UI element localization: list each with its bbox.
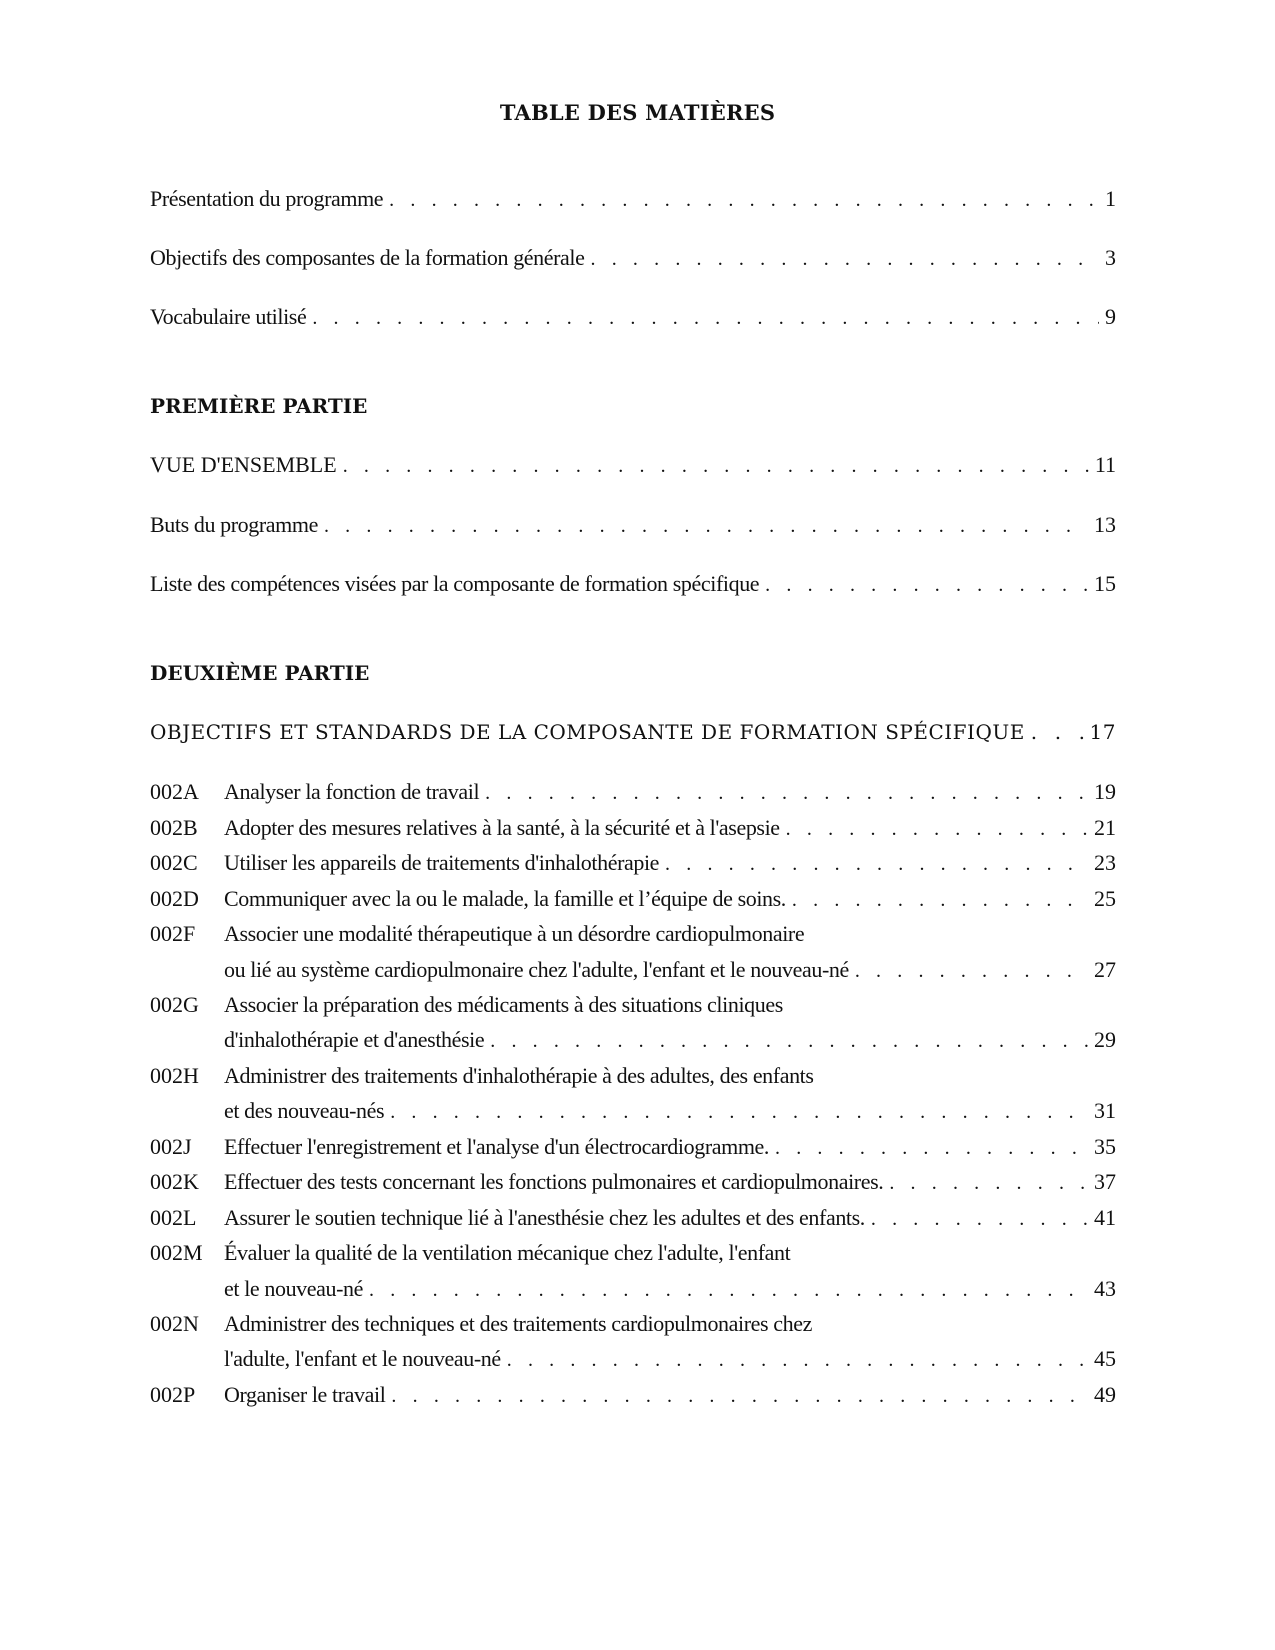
competency-title: Évaluer la qualité de la ventilation mécanique chez l'adulte, l'enfant	[224, 1240, 791, 1265]
dot-leader	[485, 782, 1088, 805]
dot-leader	[765, 574, 1088, 597]
competency-title-continued: l'adulte, l'enfant et le nouveau-né	[224, 1346, 501, 1371]
toc-page-number: 37	[1094, 1169, 1116, 1194]
toc-entry-liste-competences[interactable]	[150, 571, 1116, 601]
part1-heading: PREMIÈRE PARTIE	[150, 394, 368, 418]
toc-competency-002G-line2[interactable]	[224, 1027, 1116, 1057]
toc-entry-text: Liste des compétences visées par la composante de formation spécifique	[150, 571, 760, 596]
competency-title-continued	[224, 1276, 363, 1302]
dot-leader	[855, 960, 1088, 983]
dot-leader	[792, 889, 1088, 912]
toc-competency-002K[interactable]	[150, 1169, 1116, 1199]
competency-code: 002A	[150, 779, 199, 804]
toc-competency-002D[interactable]	[150, 886, 1116, 916]
toc-competency-002F-line1[interactable]	[150, 921, 1116, 951]
toc-entry-objectifs-standards[interactable]	[150, 720, 1116, 750]
toc-entry-objectifs-generale[interactable]	[150, 245, 1116, 275]
toc-page-number: 1	[1105, 186, 1116, 211]
competency-title: Administrer des techniques et des traitements cardiopulmonaires chez	[224, 1311, 812, 1336]
toc-competency-002M-line2[interactable]	[224, 1276, 1116, 1306]
dot-leader	[391, 1385, 1088, 1408]
competency-code: 002H	[150, 1063, 199, 1088]
competency-code: 002F	[150, 921, 196, 946]
toc-page-number: 13	[1094, 512, 1116, 537]
toc-page-number: 11	[1094, 452, 1116, 477]
toc-competency-002P[interactable]	[150, 1382, 1116, 1412]
toc-page-number: 3	[1105, 245, 1116, 270]
dot-leader	[889, 1172, 1088, 1195]
competency-code: 002C	[150, 850, 198, 875]
competency-code: 002L	[150, 1205, 197, 1230]
toc-entry-text: Buts du programme	[150, 512, 318, 537]
toc-page-number: 19	[1094, 779, 1116, 804]
dot-leader	[490, 1030, 1088, 1053]
toc-page-number: 9	[1105, 304, 1116, 329]
toc-page-number: 27	[1094, 957, 1116, 982]
toc-page-number: 29	[1094, 1027, 1116, 1052]
competency-title-continued: et des nouveau-nés	[224, 1098, 385, 1123]
competency-code: 002N	[150, 1311, 199, 1336]
toc-competency-002J[interactable]	[150, 1134, 1116, 1164]
toc-page-number: 23	[1094, 850, 1116, 875]
dot-leader	[369, 1279, 1088, 1302]
toc-competency-002H-line2[interactable]	[224, 1098, 1116, 1128]
competency-title-continued: d'inhalothérapie et d'anesthésie	[224, 1027, 485, 1052]
competency-code: 002P	[150, 1382, 196, 1407]
dot-leader	[389, 189, 1099, 212]
competency-title-continued: ou lié au système cardiopulmonaire chez l'adulte, l'enfant et le nouveau-né	[224, 957, 849, 982]
toc-page-number: 49	[1094, 1382, 1116, 1407]
toc-entry-vue-ensemble[interactable]	[150, 452, 1116, 482]
toc-entry-text: OBJECTIFS ET STANDARDS DE LA COMPOSANTE DE FORMATION SPÉCIFIQUE	[150, 720, 1025, 744]
page-title: TABLE DES MATIÈRES	[499, 100, 776, 125]
competency-title-rest: le nouveau-né	[244, 1276, 363, 1301]
competency-code: 002J	[150, 1134, 192, 1159]
toc-page-number: 35	[1094, 1134, 1116, 1159]
toc-page-number: 17	[1089, 720, 1116, 744]
dot-leader	[786, 818, 1088, 841]
toc-entry-text: Présentation du programme	[150, 186, 384, 211]
competency-title: Analyser la fonction de travail	[224, 779, 480, 804]
toc-entry-text: Objectifs des composantes de la formation générale	[150, 245, 585, 270]
dot-leader	[775, 1137, 1088, 1160]
competency-code: 002M	[150, 1240, 203, 1265]
toc-competency-002H-line1[interactable]	[150, 1063, 1116, 1093]
toc-page-number: 31	[1094, 1098, 1116, 1123]
toc-competency-002A[interactable]	[150, 779, 1116, 809]
toc-competency-002G-line1[interactable]	[150, 992, 1116, 1022]
toc-entry-vocabulaire[interactable]	[150, 304, 1116, 334]
part2-heading: DEUXIÈME PARTIE	[150, 661, 370, 685]
competency-title: Effectuer des tests concernant les fonctions pulmonaires et cardiopulmonaires.	[224, 1169, 884, 1194]
toc-page-number: 15	[1094, 571, 1116, 596]
competency-title: Assurer le soutien technique lié à l'anesthésie chez les adultes et des enfants.	[224, 1205, 865, 1230]
toc-entry-text: VUE D'ENSEMBLE	[150, 452, 337, 477]
dot-leader	[1031, 720, 1084, 744]
toc-page-number: 21	[1094, 815, 1116, 840]
dot-leader	[390, 1101, 1088, 1124]
dot-leader	[871, 1208, 1088, 1231]
toc-competency-002N-line2[interactable]	[224, 1346, 1116, 1376]
dot-leader	[665, 853, 1088, 876]
dot-leader	[343, 455, 1089, 478]
toc-competency-002M-line1[interactable]	[150, 1240, 1116, 1270]
competency-title: Associer une modalité thérapeutique à un désordre cardiopulmonaire	[224, 921, 805, 946]
competency-title: Associer la préparation des médicaments à des situations cliniques	[224, 992, 783, 1017]
dot-leader	[324, 515, 1088, 538]
competency-title: Communiquer avec la ou le malade, la famille et l’équipe de soins.	[224, 886, 786, 911]
competency-code: 002D	[150, 886, 199, 911]
competency-title-prefix: et	[224, 1276, 245, 1301]
competency-code: 002B	[150, 815, 198, 840]
dot-leader	[312, 307, 1099, 330]
competency-code: 002K	[150, 1169, 199, 1194]
competency-title: Effectuer l'enregistrement et l'analyse d'un électrocardiogramme.	[224, 1134, 770, 1159]
competency-title: Organiser le travail	[224, 1382, 386, 1407]
dot-leader	[591, 248, 1099, 271]
toc-entry-text: Vocabulaire utilisé	[150, 304, 307, 329]
competency-title: Adopter des mesures relatives à la santé, à la sécurité et à l'asepsie	[224, 815, 780, 840]
toc-competency-002F-line2[interactable]	[224, 957, 1116, 987]
toc-page-number: 43	[1094, 1276, 1116, 1301]
toc-competency-002B[interactable]	[150, 815, 1116, 845]
toc-page-number: 25	[1094, 886, 1116, 911]
toc-page-number: 45	[1094, 1346, 1116, 1371]
toc-page-number: 41	[1094, 1205, 1116, 1230]
competency-title: Administrer des traitements d'inhalothérapie à des adultes, des enfants	[224, 1063, 814, 1088]
dot-leader	[507, 1349, 1088, 1372]
toc-entry-presentation[interactable]	[150, 186, 1116, 216]
competency-title: Utiliser les appareils de traitements d'inhalothérapie	[224, 850, 660, 875]
toc-entry-buts[interactable]	[150, 512, 1116, 542]
toc-competency-002C[interactable]	[150, 850, 1116, 880]
toc-competency-002N-line1[interactable]	[150, 1311, 1116, 1341]
competency-code: 002G	[150, 992, 199, 1017]
toc-competency-002L[interactable]	[150, 1205, 1116, 1235]
